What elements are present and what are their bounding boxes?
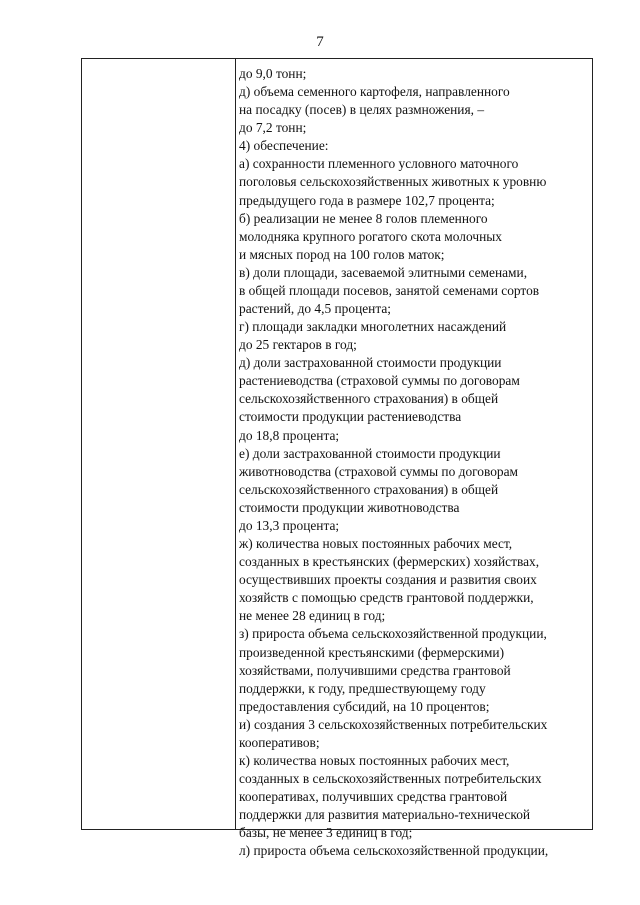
text-line: хозяйств с помощью средств грантовой поддержки, — [239, 590, 534, 606]
text-line: поддержки, к году, предшествующему году — [239, 680, 486, 696]
text-line: стоимости продукции животноводства — [239, 499, 460, 515]
text-line: не менее 28 единиц в год; — [239, 608, 386, 624]
text-line: стоимости продукции растениеводства — [239, 409, 462, 425]
text-line: к) количества новых постоянных рабочих мест, — [239, 752, 510, 768]
text-line: произведенной крестьянскими (фермерскими) — [239, 644, 505, 660]
text-line: д) доли застрахованной стоимости продукции — [239, 355, 502, 371]
text-line: осуществивших проекты создания и развития своих — [239, 572, 537, 588]
text-line: хозяйствами, получившими средства грантовой — [239, 662, 511, 678]
text-line: созданных в крестьянских (фермерских) хозяйствах, — [239, 554, 540, 570]
text-line: предыдущего года в размере 102,7 процента; — [239, 192, 495, 208]
text-line: в) доли площади, засеваемой элитными семенами, — [239, 264, 528, 280]
text-line: и мясных пород на 100 голов маток; — [239, 246, 445, 262]
text-line: созданных в сельскохозяйственных потребительских — [239, 771, 542, 787]
text-line: предоставления субсидий, на 10 процентов; — [239, 698, 490, 714]
text-line: молодняка крупного рогатого скота молочных — [239, 228, 502, 244]
table-right-cell — [239, 65, 591, 860]
text-line: кооперативов; — [239, 734, 320, 750]
text-line: ж) количества новых постоянных рабочих мест, — [239, 536, 513, 552]
text-line: д) объема семенного картофеля, направленного — [239, 84, 510, 100]
text-line: б) реализации не менее 8 голов племенного — [239, 210, 488, 226]
text-line: сельскохозяйственного страхования) в общей — [239, 481, 499, 497]
text-line: до 7,2 тонн; — [239, 120, 307, 136]
table-left-cell — [82, 59, 236, 829]
text-line: 4) обеспечение: — [239, 138, 329, 154]
text-line: а) сохранности племенного условного маточного — [239, 156, 519, 172]
text-line: поддержки для развития материально-технической — [239, 807, 531, 823]
text-line: и) создания 3 сельскохозяйственных потребительских — [239, 716, 548, 732]
text-line: з) прироста объема сельскохозяйственной продукции, — [239, 626, 547, 642]
page-number: 7 — [316, 34, 324, 50]
text-line: растениеводства (страховой суммы по договорам — [239, 373, 520, 389]
text-line: до 9,0 тонн; — [239, 66, 307, 81]
text-line: растений, до 4,5 процента; — [239, 301, 392, 317]
text-line: до 25 гектаров в год; — [239, 337, 357, 353]
document-table — [81, 58, 593, 859]
text-line: животноводства (страховой суммы по договорам — [239, 463, 519, 479]
text-line: е) доли застрахованной стоимости продукции — [239, 445, 501, 461]
text-line: кооперативах, получивших средства грантовой — [239, 789, 508, 805]
text-line: сельскохозяйственного страхования) в общей — [239, 391, 499, 407]
text-line: поголовья сельскохозяйственных животных к уровню — [239, 174, 547, 190]
text-line: до 18,8 процента; — [239, 427, 340, 443]
text-line: на посадку (посев) в целях размножения, – — [239, 102, 485, 118]
text-line: г) площади закладки многолетних насаждений — [239, 319, 507, 335]
text-line: в общей площади посевов, занятой семенами сортов — [239, 282, 540, 298]
text-line: л) прироста объема сельскохозяйственной продукции, — [239, 843, 549, 859]
text-line: базы, не менее 3 единиц в год; — [239, 825, 413, 841]
text-line: до 13,3 процента; — [239, 517, 340, 533]
